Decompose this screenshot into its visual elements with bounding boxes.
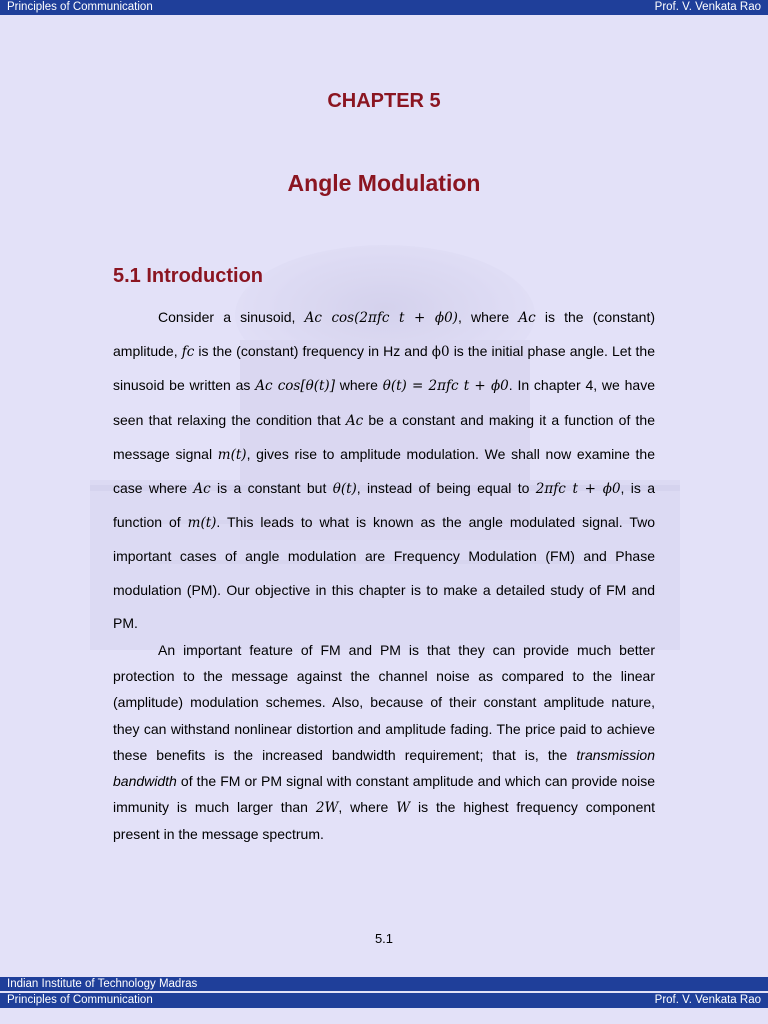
section-heading: 5.1 Introduction <box>113 265 263 287</box>
footer-course-title: Principles of Communication <box>7 994 153 1006</box>
math-ac: Ac <box>518 310 536 326</box>
math-w: W <box>396 800 411 817</box>
footer-institute-bar <box>0 977 768 991</box>
footer-institute: Indian Institute of Technology Madras <box>7 978 198 990</box>
math-ac-cos-theta: Ac cos[θ(t)] <box>255 378 335 395</box>
math-theta-def: θ(t) = 2πfc t + ϕ0 <box>382 378 509 395</box>
math-ac: Ac <box>193 481 211 498</box>
emphasis-transmission-bandwidth: transmission bandwidth <box>113 746 655 790</box>
math-theta: θ(t) <box>332 481 357 498</box>
header-course-title: Principles of Communication <box>7 1 153 13</box>
math-fc: fc <box>181 344 195 361</box>
intro-paragraph-1: Consider a sinusoid, Ac cos(2πfc t + ϕ0), where Ac is the (constant) amplitude, fc is the (constant) frequency in Hz and ϕ0 is the initial phase angle. Let the sinusoid be written as Ac cos[θ(t)] where θ(t) = 2πfc t + ϕ0. In chapter 4, we have seen that relaxing the condition that Ac be a constant and making it a function of the message signal m(t), gives rise to amplitude modulation. We shall now examine the case where Ac is a constant but θ(t), instead of being equal to 2πfc t + ϕ0, is a function of m(t). This leads to what is known as the angle modulated signal. Two important cases of angle modulation are Frequency Modulation (FM) and Phase modulation (PM). Our objective in this chapter is to make a detailed study of FM and PM. <box>113 309 656 631</box>
header-bar <box>0 0 768 15</box>
footer-author: Prof. V. Venkata Rao <box>654 994 761 1006</box>
math-2w: 2W <box>315 800 339 817</box>
math-sinusoid: Ac cos(2πfc t + ϕ0) <box>304 310 458 326</box>
chapter-heading: CHAPTER 5 <box>327 90 441 112</box>
header-author: Prof. V. Venkata Rao <box>654 1 761 13</box>
math-ac: Ac <box>345 412 364 429</box>
math-phi0: ϕ0 <box>431 344 450 361</box>
footer-bar <box>0 993 768 1008</box>
intro-paragraph-2: An important feature of FM and PM is that they can provide much better protection to the message against the channel noise as compared to the linear (amplitude) modulation schemes. Also, because of their constant amplitude nature, they can withstand nonlinear distortion and amplitude fading. The price paid to achieve these benefits is the increased bandwidth requirement; that is, the transmission bandwidth of the FM or PM signal with constant amplitude and which can provide noise immunity is much larger than 2W, where W is the highest frequency component present in the message spectrum. <box>113 642 656 843</box>
math-phase-expr: 2πfc t + ϕ0 <box>535 481 621 498</box>
math-mt: m(t) <box>217 446 247 463</box>
chapter-title: Angle Modulation <box>287 170 481 196</box>
page-number: 5.1 <box>374 931 394 946</box>
math-mt: m(t) <box>187 515 217 532</box>
